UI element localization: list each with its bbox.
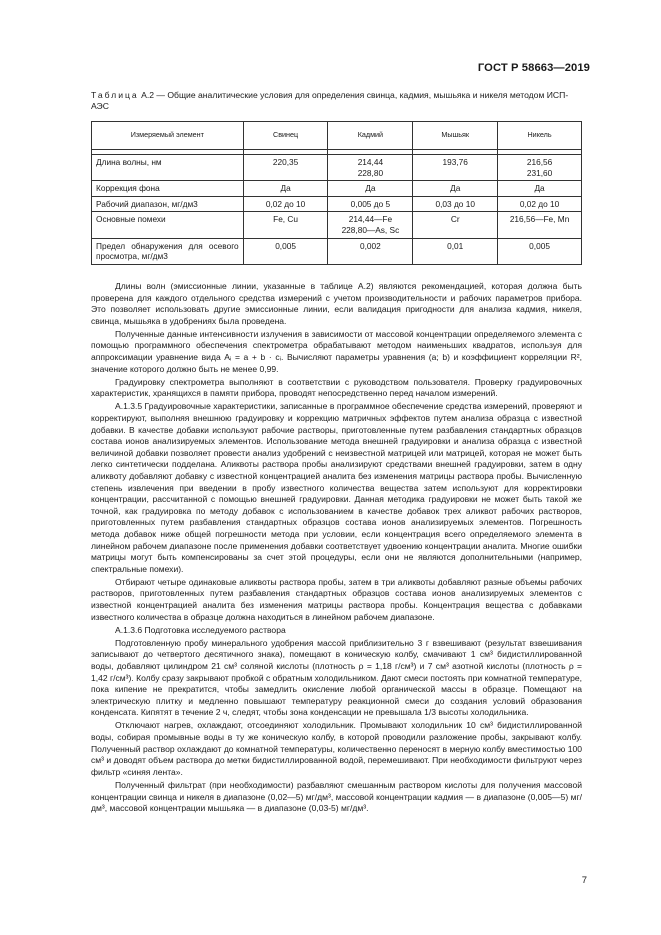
table-row xyxy=(92,196,582,212)
table-cell: Cr xyxy=(413,212,498,238)
conditions-table xyxy=(91,121,582,265)
table-cell: 0,005 xyxy=(498,238,582,264)
table-cell: 0,02 до 10 xyxy=(243,196,328,212)
header-cell: Измеряемый элемент xyxy=(92,122,244,150)
header-cell: Мышьяк xyxy=(413,122,498,150)
body-text xyxy=(91,281,582,816)
table-cell: 220,35 xyxy=(243,155,328,181)
table-row xyxy=(92,212,582,238)
table-cell: 193,76 xyxy=(413,155,498,181)
header-cell: Никель xyxy=(498,122,582,150)
table-cell: Да xyxy=(413,181,498,197)
table-cell: Да xyxy=(243,181,328,197)
row-label: Коррекция фона xyxy=(92,181,244,197)
section-heading: А.1.3.6 Подготовка исследуемого раствора xyxy=(115,624,286,635)
table-cell: Fe, Cu xyxy=(243,212,328,238)
table-caption-label: Таблица xyxy=(91,90,139,100)
paragraph: Отключают нагрев, охлаждают, отсоединяют холодильник. Промывают холодильник 10 см³ бидистиллированной воды, собирая промывные воды в ту же коническую колбу, в которой проводили разложение пробы, закрывают колбу. Полученный раствор охлаждают до комнатной температуры, количественно переносят в мерную колбу вместимостью 100 см³ и доводят объем раствора до метки бидистиллированной водой, перемешивают. При необходимости фильтруют через фильтр «синяя лента». xyxy=(91,720,582,777)
table-cell: 0,005 xyxy=(243,238,328,264)
paragraph: Полученный фильтрат (при необходимости) разбавляют смешанным раствором кислоты для получения массовой концентрации свинца и никеля в диапазоне (0,02—5) мг/дм³, массовой концентрации кадмия — в диапазоне (0,005—5) мг/дм³, массовой концентрации мышьяка — в диапазоне (0,03-5) мг/дм³. xyxy=(91,779,582,814)
table-cell: 216,56 231,60 xyxy=(498,155,582,181)
paragraph: Подготовленную пробу минерального удобрения массой приблизительно 3 г взвешивают (результат взвешивания записывают до четвертого десятичного знака), помещают в коническую колбу, смачивают 1 см³ бидистиллированной воды, добавляют цилиндром 21 см³ соляной кислоты (плотность ρ = 1,18 г/см³) и 7 см³ азотной кислоты (плотность ρ = 1,42 г/см³). Колбу сразу закрывают пробкой с обратным холодильником. Дают смеси постоять при комнатной температуре, пока кипение не прекратится, чтобы замедлить окисление любой органической массы в образце. Помещают на электрическую плитку и медленно повышают температуру реакционной смеси до создания условий образования конденсата. Кипятят в течение 2 ч, следят, чтобы зона конденсации не превышала 1/3 высоты холодильника. xyxy=(91,637,582,718)
row-label: Длина волны, нм xyxy=(92,155,244,181)
header-cell: Кадмий xyxy=(328,122,413,150)
table-cell: 0,01 xyxy=(413,238,498,264)
paragraph: Полученные данные интенсивности излучения в зависимости от массовой концентрации определяемого элемента с помощью программного обеспечения спектрометра обрабатывают методом наименьших квадратов, используя для аппроксимации уравнение вида Aᵢ = a + b · cᵢ. Вычисляют параметры уравнения (a; b) и коэффициент корреляции R², значение которого должно быть не менее 0,99. xyxy=(91,328,582,374)
header-cell: Свинец xyxy=(243,122,328,150)
row-label: Основные помехи xyxy=(92,212,244,238)
document-id: ГОСТ Р 58663—2019 xyxy=(477,62,590,74)
paragraph: А.1.3.5 Градуировочные характеристики, записанные в программное обеспечение средства измерений, проверяют и корректируют, выполняя внешнюю градуировку и коррекцию матричных эффектов путем анализа образца с известной добавки. В качестве добавки используют рабочие растворы, приготовленные путем разбавления стандартных образцов состава ионов анализируемых элементов. Использование метода внешней градуировки и анализа образца с известной величиной добавки позволяет провести анализ удобрений с неизвестной матрицей или матрицей, которая не может быть легко синтетически подделана. Аликвоты раствора пробы анализируют средствами внешней градуировки, затем в одну аликвоту добавляют добавку с известной концентрацией аналита без изменения матрицы раствора пробы. Вычисленную степень извлечения при введении в пробу известного количества вещества затем используют для корректировки концентрации, рассчитанной с помощью внешней градуировки. Данная методика градуировки не может быть такой же точной, как градуировка по методу добавок с использованием в качестве добавок трех аликвот рабочих растворов, приготовленных путем разбавления стандартных образцов состава ионов анализируемых элементов. Погрешность метода добавок ниже общей погрешности метода при условии, если концентрация всего определяемого элемента в линейном рабочем диапазоне после применения добавки соответствует удвоению концентрации аналита. Многие ошибки матрицы могут быть компенсированы за счет этой процедуры, если они не являются дополнительными (например, спектральные помехи). xyxy=(91,401,582,574)
table-cell: Да xyxy=(328,181,413,197)
row-label: Рабочий диапазон, мг/дм3 xyxy=(92,196,244,212)
row-label: Предел обнаружения для осевого просмотра, мг/дм3 xyxy=(92,238,244,264)
table-caption-number: А.2 xyxy=(138,90,154,100)
table-row xyxy=(92,155,582,181)
paragraph: Длины волн (эмиссионные линии, указанные в таблице А.2) являются рекомендацией, которая должна быть проверена для каждого отдельного средства измерений с учетом производительности и рабочих параметров прибора. Это позволяет использовать другие эмиссионные линии, если валидация пригодности для анализа кадмия, никеля, свинца, мышьяка в удобрениях была проведена. xyxy=(91,281,582,326)
table-cell: 214,44—Fe 228,80—As, Sc xyxy=(328,212,413,238)
table-cell: Да xyxy=(498,181,582,197)
table-header-row xyxy=(92,122,582,150)
paragraph: Градуировку спектрометра выполняют в соответствии с руководством пользователя. Проверку градуировочных характеристик, хранящихся в памяти прибора, проводят непосредственно перед началом измерений. xyxy=(91,376,582,399)
table-cell: 0,002 xyxy=(328,238,413,264)
page-number: 7 xyxy=(581,875,587,886)
table-cell: 0,03 до 10 xyxy=(413,196,498,212)
table-caption-text: — Общие аналитические условия для определения свинца, кадмия, мышьяка и никеля методом ИСП-АЭС xyxy=(91,90,569,111)
table-cell: 0,02 до 10 xyxy=(498,196,582,212)
table-row xyxy=(92,238,582,264)
table-cell: 216,56—Fe, Mn xyxy=(498,212,582,238)
paragraph: Отбирают четыре одинаковые аликвоты раствора пробы, затем в три аликвоты добавляют разные объемы рабочих растворов, приготовленных путем разбавления стандартных образцов состава ионов анализируемых элементов с известной концентрацией аналита без изменения матрицы раствора пробы. Концентрация вещества с добавками известного количества в образце должна находиться в линейном рабочем диапазоне. xyxy=(91,576,582,622)
table-caption xyxy=(91,90,581,112)
table-cell: 214,44 228,80 xyxy=(328,155,413,181)
table-cell: 0,005 до 5 xyxy=(328,196,413,212)
table-row xyxy=(92,181,582,197)
